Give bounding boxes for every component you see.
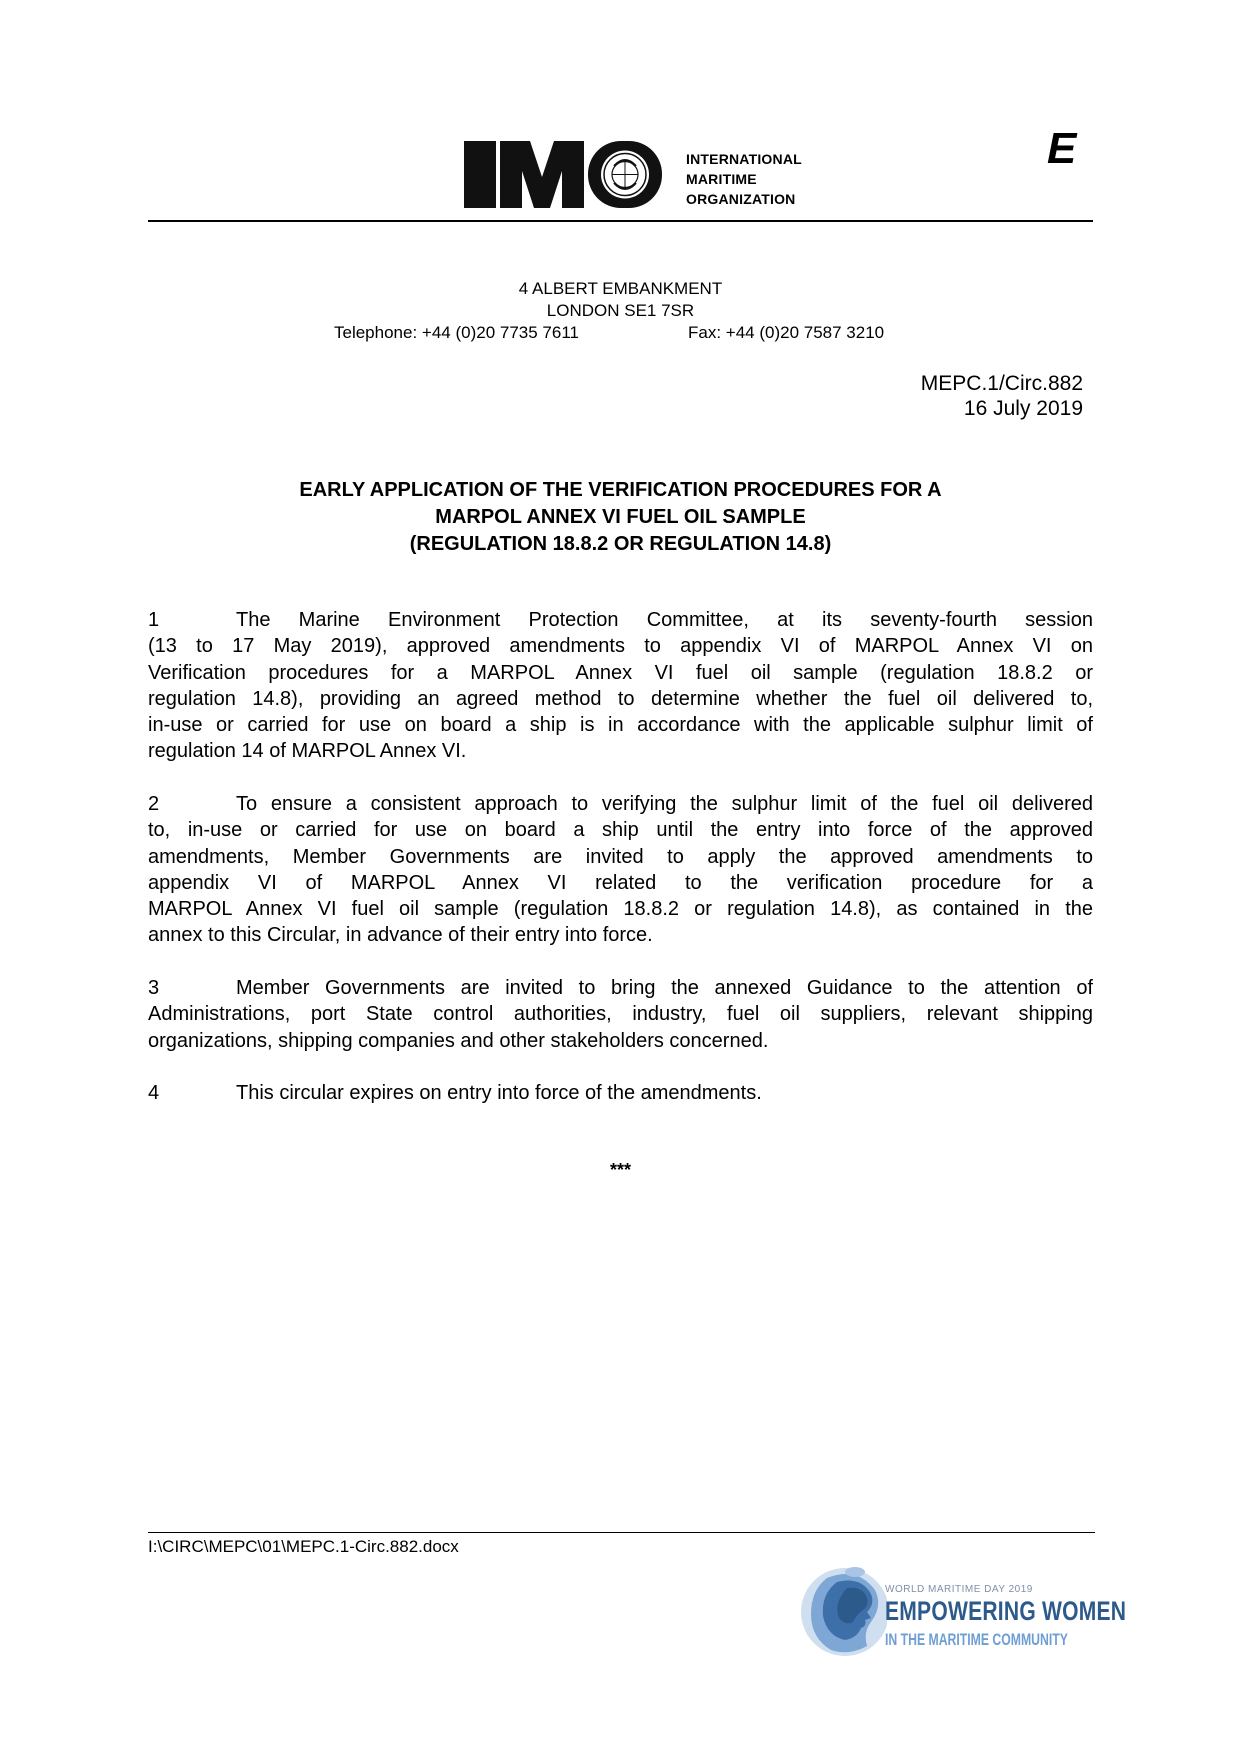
footer-divider [148,1532,1095,1533]
title-line: (REGULATION 18.8.2 OR REGULATION 14.8) [409,533,832,555]
paragraph-text: To ensure a consistent approach to verifying the sulphur limit of the fuel oil delivered [236,793,1093,815]
telephone: Telephone: +44 (0)20 7735 7611 [334,323,579,342]
paragraph-text: The Marine Environment Protection Committee, at its seventy-fourth session [236,609,1093,631]
fax: Fax: +44 (0)20 7587 3210 [688,323,885,342]
paragraph-text: This circular expires on entry into force of the amendments. [236,1082,762,1104]
paragraph-text: amendments, Member Governments are invited to apply the approved amendments to [148,845,1093,868]
org-name-line: MARITIME [686,171,757,187]
file-path: I:\CIRC\MEPC\01\MEPC.1-Circ.882.docx [148,1537,459,1556]
paragraph-text: in-use or carried for use on board a ship is in accordance with the applicable sulphur limit of [148,714,1093,737]
title-line: MARPOL ANNEX VI FUEL OIL SAMPLE [435,506,806,528]
document-reference: MEPC.1/Circ.882 [920,372,1083,395]
title-line: EARLY APPLICATION OF THE VERIFICATION PROCEDURES FOR A [299,479,942,501]
campaign-title: EMPOWERING WOMEN [885,1596,1127,1626]
campaign-year: WORLD MARITIME DAY 2019 [885,1584,1033,1595]
address-line-1: 4 ALBERT EMBANKMENT [518,279,723,298]
paragraph-text: Administrations, port State control authorities, industry, fuel oil suppliers, relevant shipping [148,1003,1093,1026]
address-line-2: LONDON SE1 7SR [546,301,695,320]
paragraph-4 [148,1080,1093,1106]
woman-profile-icon [797,1560,887,1660]
org-name [686,149,802,209]
campaign-subtitle: IN THE MARITIME COMMUNITY [885,1630,1068,1649]
paragraph-text: to, in-use or carried for use on board a ship until the entry into force of the approved [148,819,1093,842]
paragraph-text: regulation 14.8), providing an agreed method to determine whether the fuel oil delivered to, [148,687,1093,710]
paragraph-1 [148,607,1093,765]
paragraph-text: appendix VI of MARPOL Annex VI related to the verification procedure for a [148,871,1093,894]
org-name-line: INTERNATIONAL [686,151,802,167]
paragraph-number: 4 [148,1082,160,1104]
paragraph-text: (13 to 17 May 2019), approved amendments to appendix VI of MARPOL Annex VI on [148,635,1093,658]
paragraph-text: regulation 14 of MARPOL Annex VI. [148,740,467,763]
imo-letters-logo [464,137,664,212]
document-date: 16 July 2019 [963,397,1083,420]
imo-logo [464,137,824,212]
paragraph-text: Member Governments are invited to bring the annexed Guidance to the attention of [236,977,1093,999]
org-name-line: ORGANIZATION [686,191,796,207]
paragraph-text: Verification procedures for a MARPOL Annex VI fuel oil sample (regulation 18.8.2 or [148,661,1093,684]
paragraph-number: 3 [148,977,160,999]
paragraph-2 [148,791,1093,949]
world-maritime-day-logo [797,1560,1127,1660]
paragraph-text: MARPOL Annex VI fuel oil sample (regulation 18.8.2 or regulation 14.8), as contained in the [148,898,1093,921]
paragraph-number: 2 [148,793,160,815]
section-separator: *** [609,1160,631,1180]
header-divider [148,220,1093,222]
paragraph-text: annex to this Circular, in advance of their entry into force. [148,924,653,947]
language-code: E [1047,124,1077,173]
document-title [148,477,1093,558]
paragraph-3 [148,975,1093,1054]
paragraph-text: organizations, shipping companies and other stakeholders concerned. [148,1029,769,1052]
paragraph-number: 1 [148,609,160,631]
